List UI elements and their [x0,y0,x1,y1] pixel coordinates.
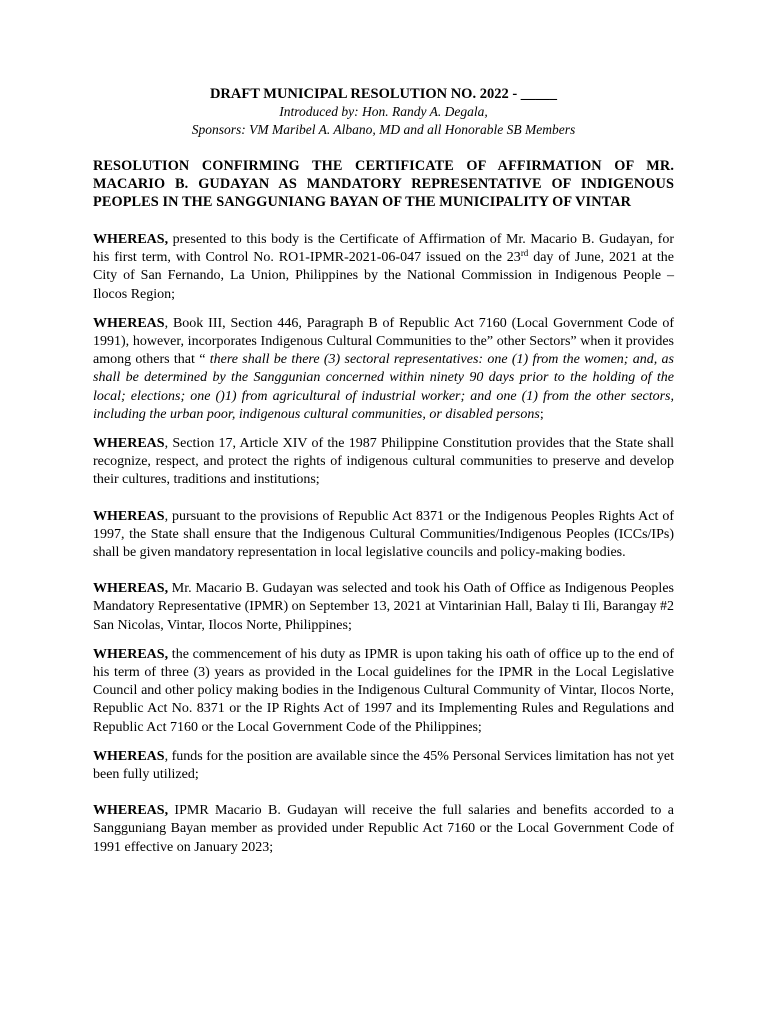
ordinal-suffix: rd [520,248,529,259]
clause-keyword: WHEREAS [93,508,165,524]
clause-keyword: WHEREAS, [93,232,169,247]
clause-keyword: WHEREAS, [93,581,169,597]
clause-text: IPMR Macario B. Gudayan will receive the full salaries and benefits accorded to a Sangguniang Bayan member as provided under Republic Act 7160 or the Local Government Code of 1991 effective on January 2023; [93,803,674,855]
whereas-clause-7 [93,748,674,784]
document-title: DRAFT MUNICIPAL RESOLUTION NO. 2022 - _____ [209,86,558,102]
clause-keyword: WHEREAS [93,436,165,452]
quoted-provision: there shall be there (3) sectoral representatives: one (1) from the women; and, as shall be determined by the Sanggunian concerned within ninety 90 days prior to the holding of the local; elections; one ()1) from agricultural of industrial worker; and one (1) from the other sectors, including the urban poor, indigenous cultural communities, or disabled persons [93,352,674,422]
whereas-clause-5 [93,580,674,635]
whereas-clause-8 [93,802,674,857]
whereas-clause-4 [93,508,674,563]
clause-text: , Section 17, Article XIV of the 1987 Philippine Constitution provides that the State shall recognize, respect, and protect the rights of indigenous cultural communities to preserve and develop their cultures, traditions and institutions; [93,436,674,488]
introduced-by-line: Introduced by: Hon. Randy A. Degala, [279,104,488,119]
clause-text: , funds for the position are available since the 45% Personal Services limitation has not yet been fully utilized; [93,748,674,783]
clause-keyword: WHEREAS, [93,803,169,819]
clause-keyword: WHEREAS, [93,646,169,662]
whereas-clause-3 [93,435,674,490]
whereas-clause-6 [93,646,674,737]
clause-keyword: WHEREAS [93,315,165,331]
resolution-title: RESOLUTION CONFIRMING THE CERTIFICATE OF AFFIRMATION OF MR. MACARIO B. GUDAYAN AS MANDATORY REPRESENTATIVE OF INDIGENOUS PEOPLES IN THE SANGGUNIANG BAYAN OF THE MUNICIPALITY OF VINTAR [93,158,674,210]
clause-keyword: WHEREAS [93,748,165,764]
whereas-clause-1 [93,231,674,304]
clause-text-continued: ; [539,406,544,422]
document-header [93,85,674,139]
clause-text: the commencement of his duty as IPMR is upon taking his oath of office up to the end of his term of three (3) years as provided in the Local guidelines for the IPMR in the Local Legislative Council and other policy making bodies in the Indigenous Cultural Community of Vintar, Ilocos Norte, Republic Act No. 8371 or the IP Rights Act of 1997 and its Implementing Rules and Regulations and Republic Act 7160 or the Local Government Code of the Philippines; [93,646,674,735]
clause-text: , Book III, Section 446, Paragraph B of Republic Act 7160 (Local Government Code of 1991), however, incorporates Indigenous Cultural Communities to the” other Sectors” when it provides among others that “ [93,315,674,368]
clause-text: , pursuant to the provisions of Republic Act 8371 or the Indigenous Peoples Rights Act of 1997, the State shall ensure that the Indigenous Cultural Communities/Indigenous Peoples (ICCs/IPs) shall be given mandatory representation in local legislative councils and policy-making bodies. [93,508,674,561]
whereas-clause-2 [93,315,674,424]
clause-text: presented to this body is the Certificate of Affirmation of Mr. Macario B. Gudayan, for his first term, with Control No. RO1-IPMR-2021-06-047 issued on the 23 [93,232,674,266]
clause-text: Mr. Macario B. Gudayan was selected and took his Oath of Office as Indigenous Peoples Mandatory Representative (IPMR) on September 13, 2021 at Vintarinian Hall, Balay ti Ili, Barangay #2 San Nicolas, Vintar, Ilocos Norte, Philippines; [93,581,674,633]
sponsors-line: Sponsors: VM Maribel A. Albano, MD and all Honorable SB Members [191,122,576,137]
clause-text-continued: day of June, 2021 at the City of San Fernando, La Union, Philippines by the National Commission in Indigenous People – Ilocos Region; [93,250,674,302]
